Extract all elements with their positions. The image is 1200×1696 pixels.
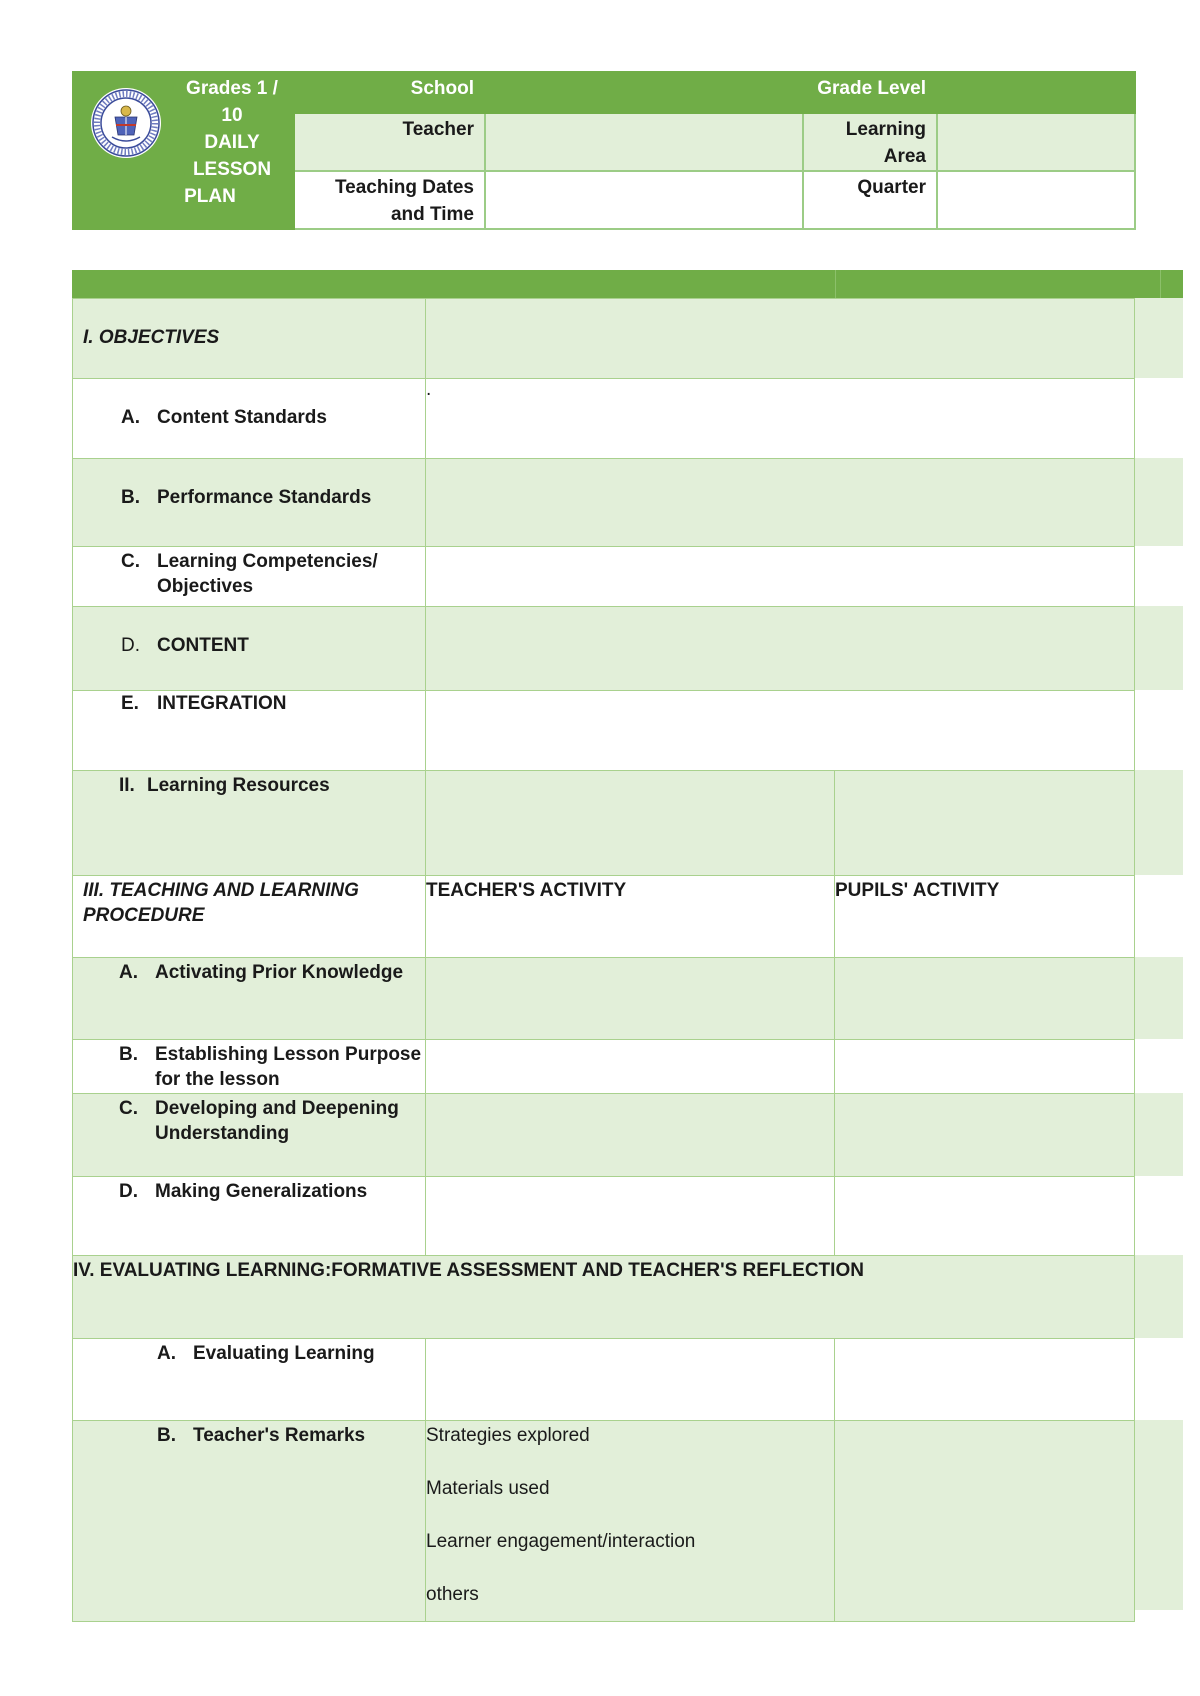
generalizations-label: D. Making Generalizations [73, 1177, 426, 1256]
establishing-teacher-cell[interactable] [426, 1040, 835, 1094]
remark-item: Materials used [426, 1478, 550, 1499]
remarks-list [426, 1421, 835, 1622]
deped-seal-icon [90, 87, 162, 159]
evaluating-heading: IV. EVALUATING LEARNING:FORMATIVE ASSESSMENT AND TEACHER'S REFLECTION [73, 1256, 1135, 1339]
learning-area-label: Learning Area [803, 113, 937, 171]
pupils-activity-header: PUPILS' ACTIVITY [835, 876, 1135, 958]
lesson-plan-table [72, 298, 1135, 1622]
stripe [1134, 606, 1183, 690]
objectives-value[interactable] [426, 299, 1135, 379]
evaluating-pupils-cell[interactable] [835, 1339, 1135, 1421]
performance-standards-label: B. Performance Standards [73, 459, 426, 547]
integration-label: E. INTEGRATION [73, 691, 426, 771]
logo-cell [73, 72, 294, 229]
school-value[interactable] [485, 72, 803, 113]
remark-item: others [426, 1584, 479, 1605]
stripe [1134, 1255, 1183, 1338]
establishing-pupils-cell[interactable] [835, 1040, 1135, 1094]
quarter-label: Quarter [803, 171, 937, 229]
teacher-label: Teacher [294, 113, 485, 171]
main-table-header-bar [72, 270, 1183, 298]
generalizations-pupils-cell[interactable] [835, 1177, 1135, 1256]
stripe [1134, 957, 1183, 1039]
stripe [1134, 458, 1183, 546]
grade-level-value[interactable] [937, 72, 1135, 113]
stripe [1134, 1420, 1183, 1610]
content-label: D. CONTENT [73, 607, 426, 691]
remark-item: Strategies explored [426, 1425, 590, 1446]
learning-area-value[interactable] [937, 113, 1135, 171]
grade-level-label: Grade Level [803, 72, 937, 113]
developing-teacher-cell[interactable] [426, 1094, 835, 1177]
developing-understanding-label: C. Developing and Deepening Understanding [73, 1094, 426, 1177]
stripe [1134, 298, 1183, 378]
teachers-remarks-label: B. Teacher's Remarks [73, 1421, 426, 1622]
learning-competencies-value[interactable] [426, 547, 1135, 607]
learning-resources-value[interactable] [426, 771, 835, 876]
generalizations-teacher-cell[interactable] [426, 1177, 835, 1256]
school-label: School [294, 72, 485, 113]
content-standards-value[interactable]: . [426, 379, 1135, 459]
developing-pupils-cell[interactable] [835, 1094, 1135, 1177]
teaching-dates-value[interactable] [485, 171, 803, 229]
learning-resources-extra[interactable] [835, 771, 1135, 876]
performance-standards-value[interactable] [426, 459, 1135, 547]
activating-pupils-cell[interactable] [835, 958, 1135, 1040]
remarks-extra-cell[interactable] [835, 1421, 1135, 1622]
header-table [72, 71, 1136, 230]
stripe [1134, 1093, 1183, 1176]
remark-item: Learner engagement/interaction [426, 1531, 696, 1552]
teachers-activity-header: TEACHER'S ACTIVITY [426, 876, 835, 958]
learning-competencies-label: C. Learning Competencies/ Objectives [73, 547, 426, 607]
integration-value[interactable] [426, 691, 1135, 771]
objectives-heading: I. OBJECTIVES [73, 299, 426, 379]
activating-teacher-cell[interactable] [426, 958, 835, 1040]
procedure-heading: III. TEACHING AND LEARNING PROCEDURE [73, 876, 426, 958]
content-value[interactable] [426, 607, 1135, 691]
quarter-value[interactable] [937, 171, 1135, 229]
grades-title: Grades 1 / 10 DAILY LESSON PLAN [184, 78, 278, 207]
establishing-purpose-label: B. Establishing Lesson Purpose for the lesson [73, 1040, 426, 1094]
content-standards-label: A. Content Standards [73, 379, 426, 459]
learning-resources-label: II. Learning Resources [73, 771, 426, 876]
teacher-value[interactable] [485, 113, 803, 171]
stripe [1134, 770, 1183, 875]
evaluating-learning-label: A. Evaluating Learning [73, 1339, 426, 1421]
teaching-dates-label: Teaching Dates and Time [294, 171, 485, 229]
activating-prior-knowledge-label: A. Activating Prior Knowledge [73, 958, 426, 1040]
